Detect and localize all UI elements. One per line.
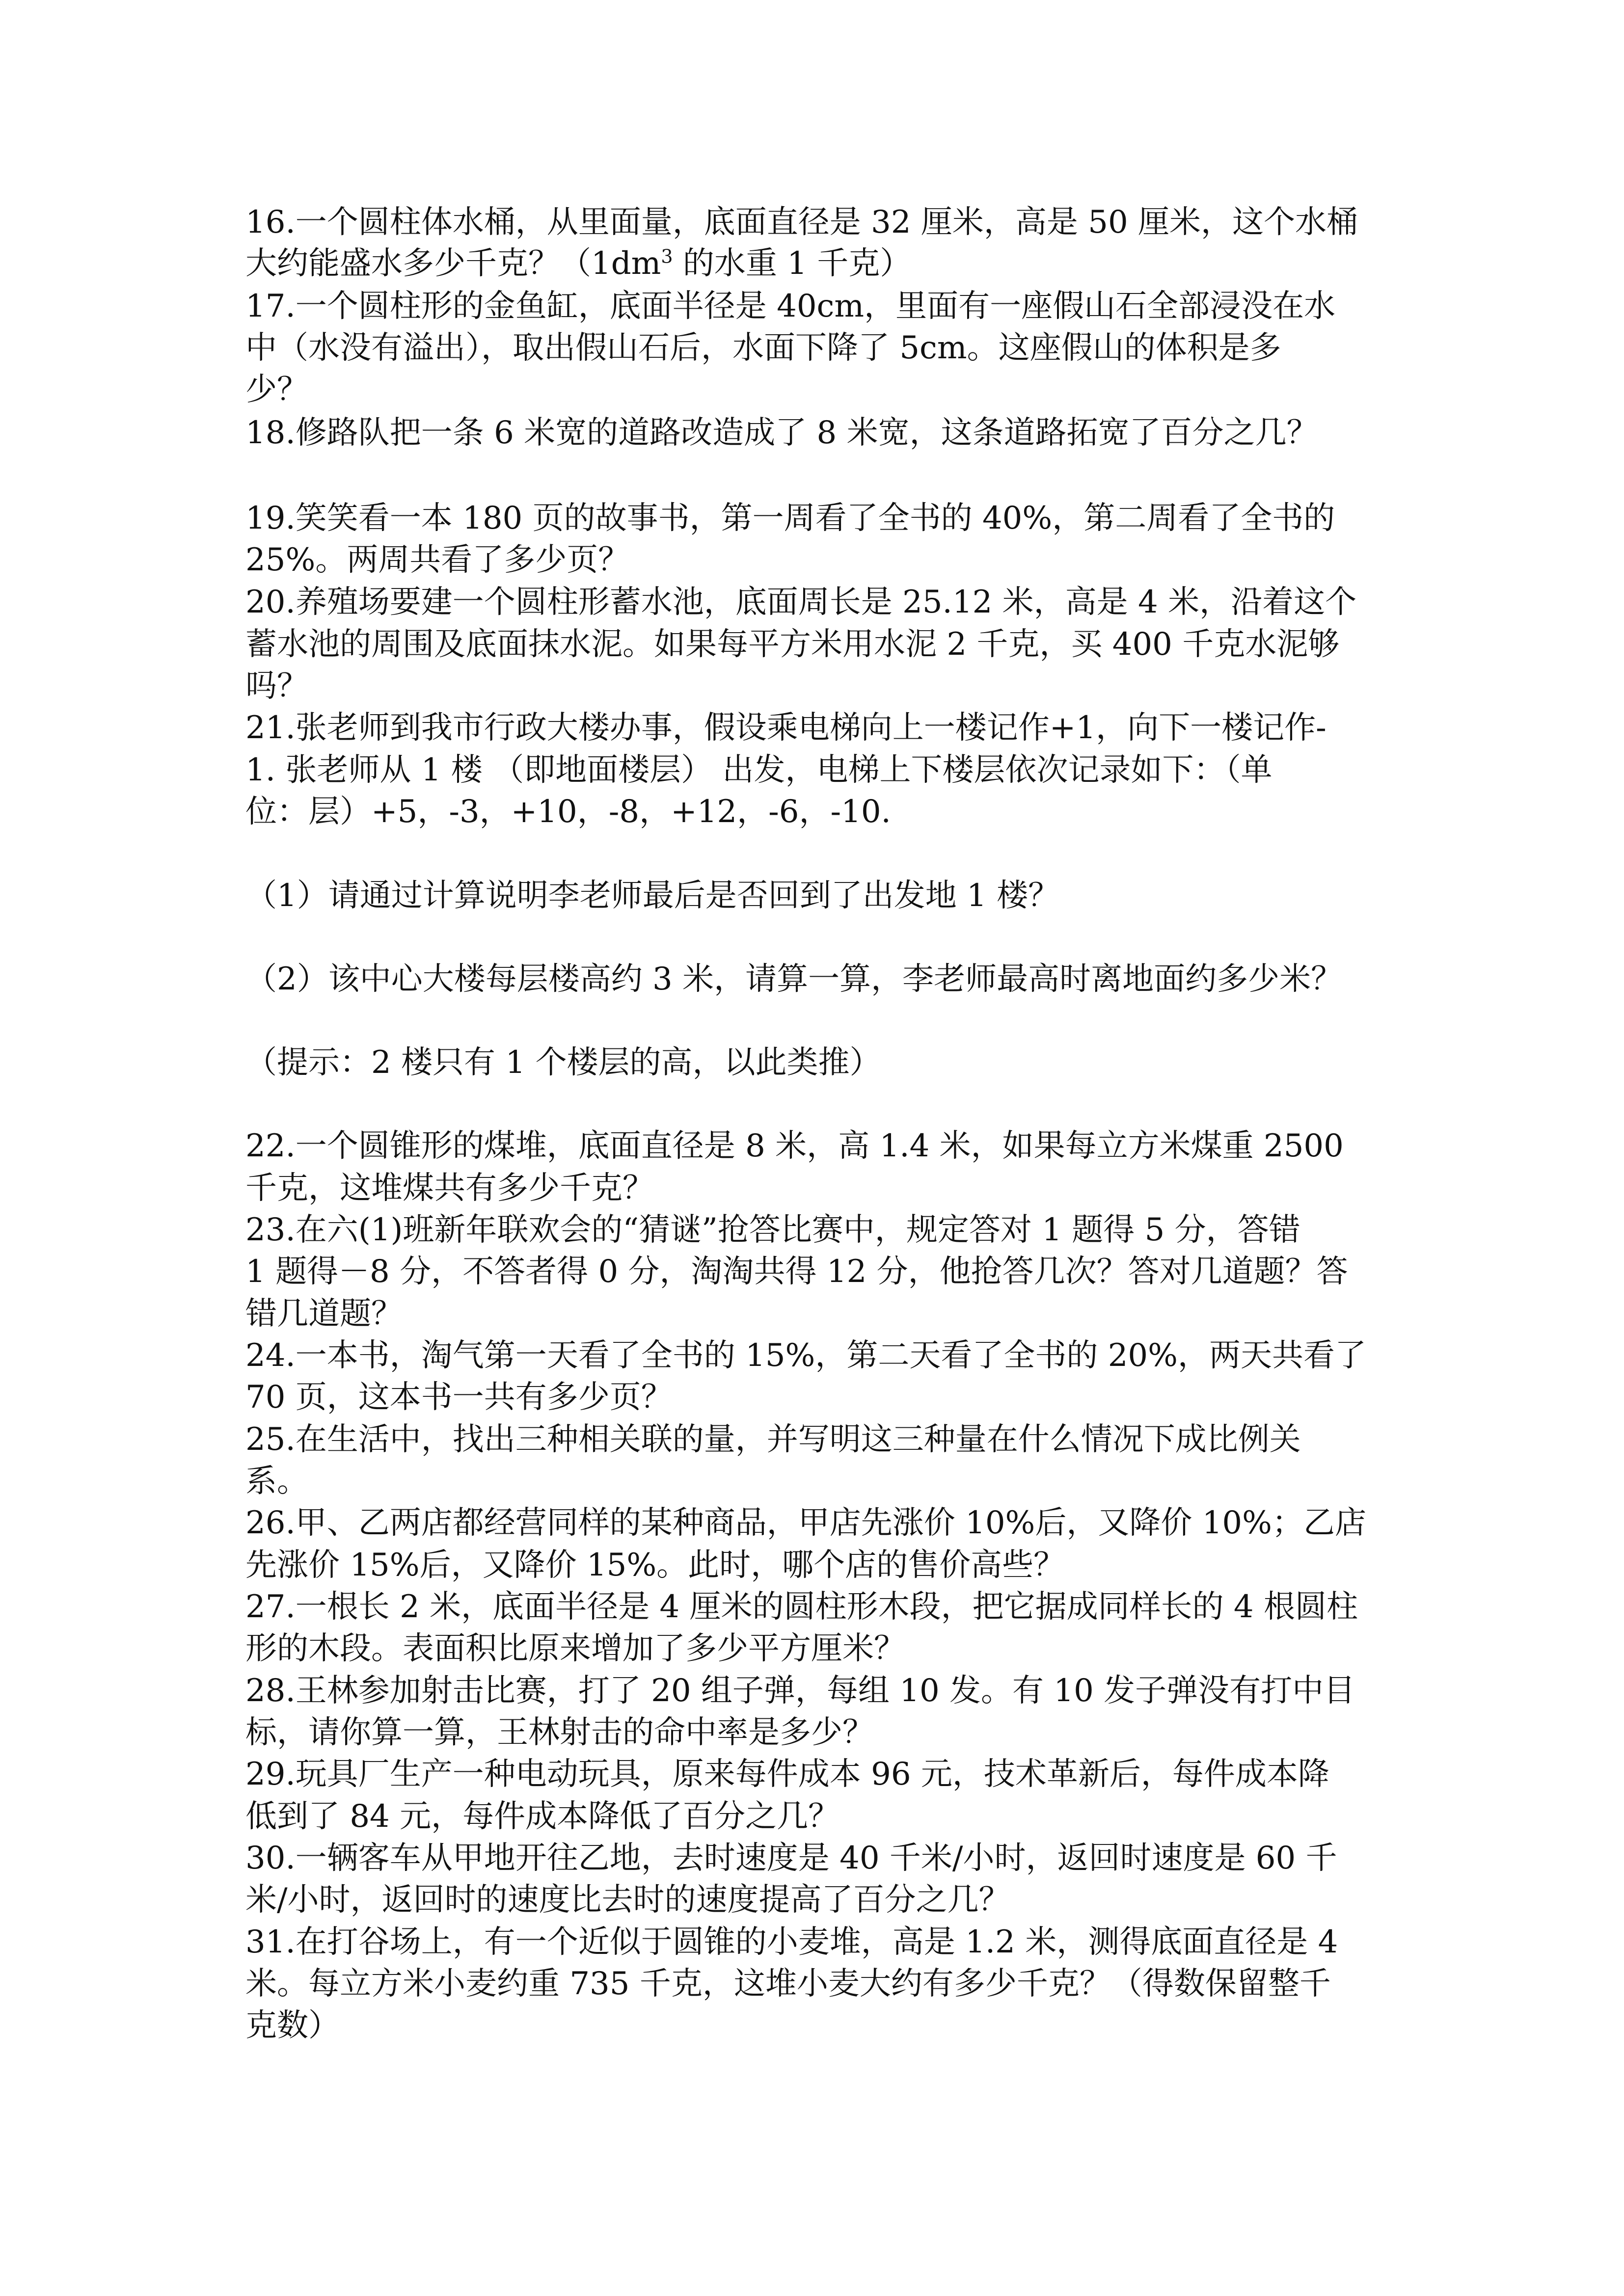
q20-line-1: 20.养殖场要建一个圆柱形蓄水池，底面周长是 25.12 米，高是 4 米，沿着这个 [245, 584, 1357, 620]
q28-line-2: 标，请你算一算，王林射击的命中率是多少？ [245, 1714, 874, 1751]
q31-line-2: 米。每立方米小麦约重 735 千克，这堆小麦大约有多少千克？（得数保留整千 [245, 1966, 1331, 2002]
q20-line-3: 吗？ [245, 668, 308, 704]
q23-line-1: 23.在六(1)班新年联欢会的“猜谜”抢答比赛中，规定答对 1 题得 5 分，答错 [245, 1212, 1300, 1248]
q25-line-1: 25.在生活中，找出三种相关联的量，并写明这三种量在什么情况下成比例关 [245, 1421, 1301, 1458]
q21-hint: （提示：2 楼只有 1 个楼层的高，以此类推） [245, 1044, 881, 1081]
q26-line-2: 先涨价 15%后，又降价 15%。此时，哪个店的售价高些？ [245, 1547, 1065, 1583]
q26-line-1: 26.甲、乙两店都经营同样的某种商品，甲店先涨价 10%后，又降价 10%；乙店 [245, 1505, 1366, 1541]
q21-part-2: （2）该中心大楼每层楼高约 3 米，请算一算，李老师最高时离地面约多少米？ [245, 961, 1343, 997]
q29-line-2: 低到了 84 元，每件成本降低了百分之几？ [245, 1798, 840, 1835]
q22-line-1: 22.一个圆锥形的煤堆，底面直径是 8 米，高 1.4 米，如果每立方米煤重 2500 [245, 1128, 1344, 1164]
q27-line-2: 形的木段。表面积比原来增加了多少平方厘米？ [245, 1630, 905, 1667]
q17-line-2: 中（水没有溢出），取出假山石后，水面下降了 5cm。这座假山的体积是多 [245, 330, 1281, 366]
q22-line-2: 千克，这堆煤共有多少千克？ [245, 1170, 654, 1206]
q24-line-1: 24.一本书，淘气第一天看了全书的 15%，第二天看了全书的 20%，两天共看了 [245, 1337, 1366, 1374]
q17-line-1: 17.一个圆柱形的金鱼缸，底面半径是 40cm，里面有一座假山石全部浸没在水 [245, 288, 1336, 324]
q25-line-2: 系。 [245, 1463, 308, 1499]
q31-line-3: 克数） [245, 2007, 340, 2044]
q16-line-2 [245, 241, 1384, 286]
q30-line-2: 米/小时，返回时的速度比去时的速度提高了百分之几？ [245, 1882, 1010, 1918]
q28-line-1: 28.王林参加射击比赛，打了 20 组子弹，每组 10 发。有 10 发子弹没有打中目 [245, 1673, 1355, 1709]
q18-line-1: 18.修路队把一条 6 米宽的道路改造成了 8 米宽，这条道路拓宽了百分之几？ [245, 415, 1318, 451]
q21-line-3: 位：层）+5，-3，+10，-8，+12，-6，-10. [245, 794, 891, 830]
q17-line-3: 少？ [245, 372, 308, 408]
q19-line-2: 25%。两周共看了多少页？ [245, 542, 630, 578]
q23-line-3: 错几道题？ [245, 1296, 403, 1332]
q27-line-1: 27.一根长 2 米，底面半径是 4 厘米的圆柱形木段，把它据成同样长的 4 根圆柱 [245, 1589, 1358, 1625]
q20-line-2: 蓄水池的周围及底面抹水泥。如果每平方米用水泥 2 千克，买 400 千克水泥够 [245, 626, 1340, 663]
q30-line-1: 30.一辆客车从甲地开往乙地，去时速度是 40 千米/小时，返回时速度是 60 千 [245, 1840, 1337, 1876]
q21-part-1: （1）请通过计算说明李老师最后是否回到了出发地 1 楼？ [245, 878, 1060, 914]
q16-line-2-tail: 的水重 1 千克） [673, 245, 912, 282]
q29-line-1: 29.玩具厂生产一种电动玩具，原来每件成本 96 元，技术革新后，每件成本降 [245, 1756, 1329, 1792]
q16-line-1: 16.一个圆柱体水桶，从里面量，底面直径是 32 厘米，高是 50 厘米，这个水桶 [245, 204, 1358, 240]
q16-line-2-text: 大约能盛水多少千克？（1dm [245, 245, 661, 282]
q21-line-1: 21.张老师到我市行政大楼办事，假设乘电梯向上一楼记作+1，向下一楼记作- [245, 710, 1326, 746]
q19-line-1: 19.笑笑看一本 180 页的故事书，第一周看了全书的 40%，第二周看了全书的 [245, 500, 1335, 536]
q31-line-1: 31.在打谷场上，有一个近似于圆锥的小麦堆，高是 1.2 米，测得底面直径是 4 [245, 1924, 1338, 1960]
q24-line-2: 70 页，这本书一共有多少页？ [245, 1379, 673, 1415]
q23-line-2: 1 题得－8 分，不答者得 0 分，淘淘共得 12 分，他抢答几次？答对几道题？答 [245, 1254, 1348, 1290]
superscript-3: 3 [661, 245, 673, 267]
q21-line-2: 1. 张老师从 1 楼 （即地面楼层） 出发，电梯上下楼层依次记录如下：（单 [245, 752, 1272, 788]
